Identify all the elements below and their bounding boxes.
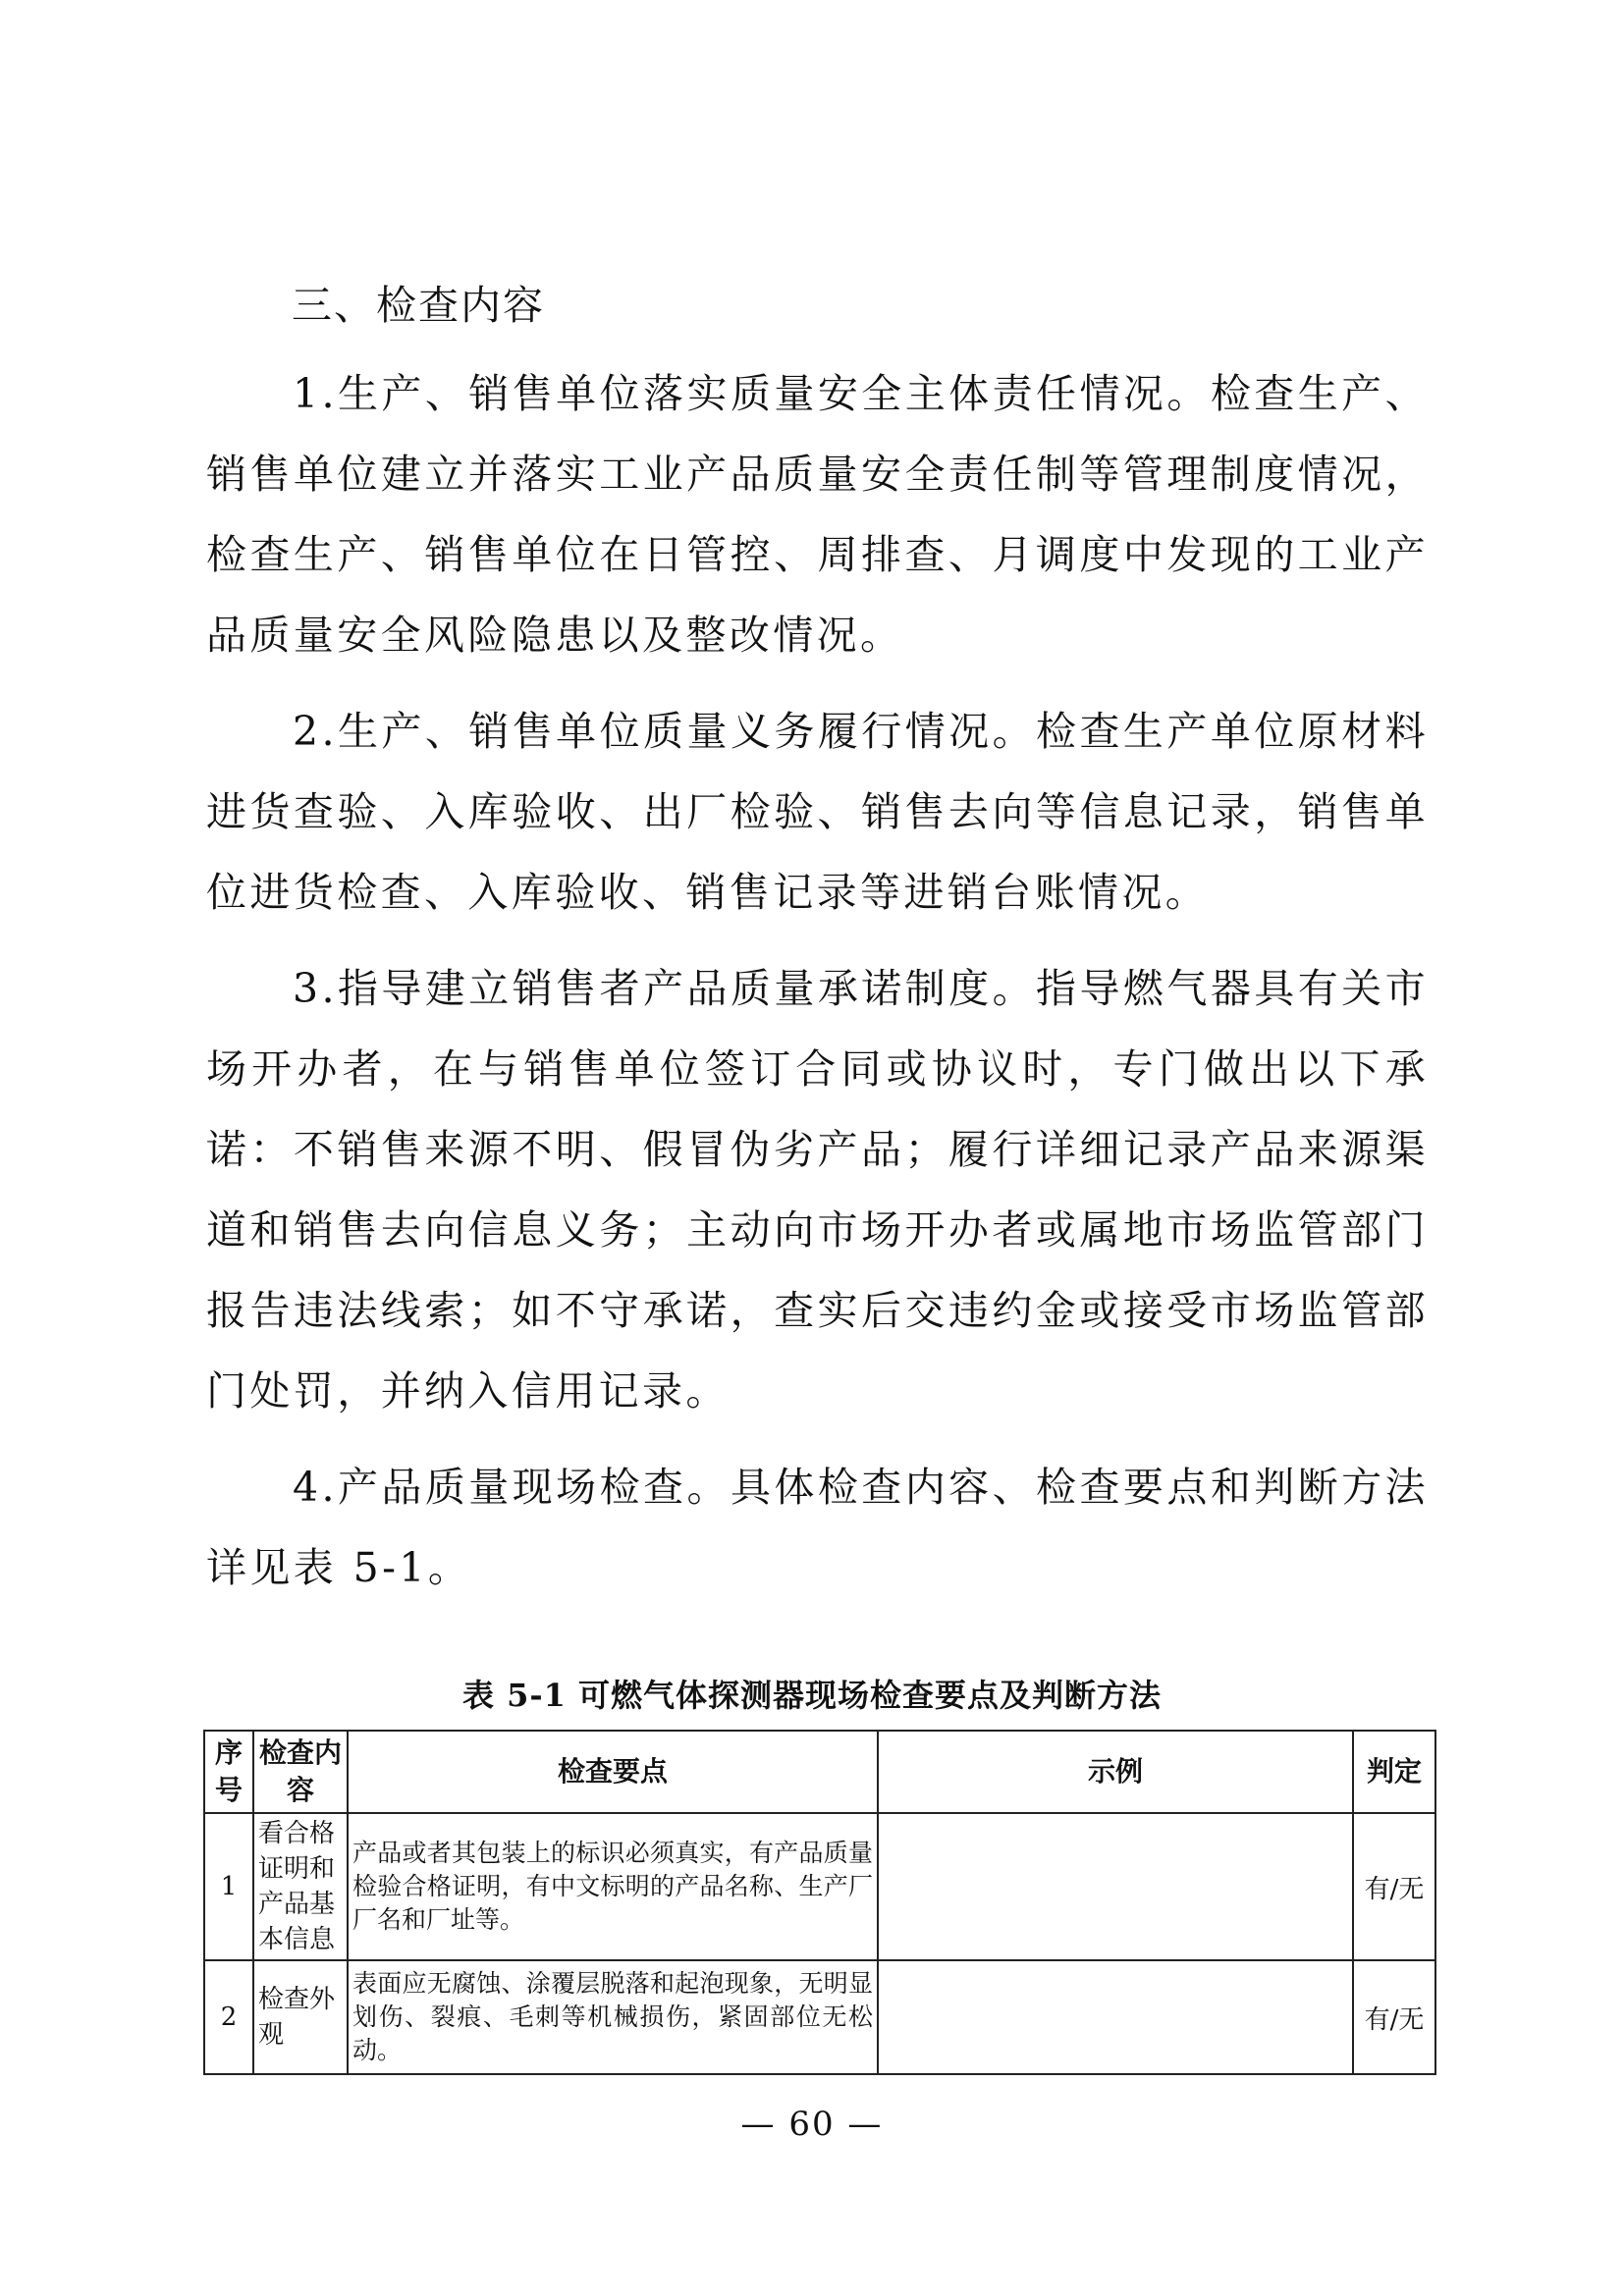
header-point: 检查要点 <box>348 1731 878 1813</box>
row-point: 表面应无腐蚀、涂覆层脱落和起泡现象，无明显划伤、裂痕、毛刺等机械损伤，紧固部位无松动。 <box>348 1960 878 2074</box>
paragraph-4: 4.产品质量现场检查。具体检查内容、检查要点和判断方法详见表 5-1。 <box>206 1464 1429 1591</box>
row-example <box>878 1813 1353 1960</box>
table-row <box>204 1813 1435 1960</box>
inspection-table <box>203 1730 1436 2075</box>
row-item: 看合格证明和产品基本信息 <box>253 1813 348 1960</box>
header-no: 序号 <box>204 1731 253 1813</box>
paragraph-1: 1.生产、销售单位落实质量安全主体责任情况。检查生产、销售单位建立并落实工业产品质量安全责任制等管理制度情况，检查生产、销售单位在日管控、周排查、月调度中发现的工业产品质量安全风险隐患以及整改情况。 <box>206 370 1429 659</box>
row-item: 检查外观 <box>253 1960 348 2074</box>
table-row <box>204 1960 1435 2074</box>
page-number: — 60 — <box>740 2105 884 2144</box>
row-no: 2 <box>204 1960 253 2074</box>
row-example <box>878 1960 1353 2074</box>
table-title: 表 5-1 可燃气体探测器现场检查要点及判断方法 <box>461 1677 1163 1714</box>
table-header-row <box>204 1731 1435 1813</box>
row-point: 产品或者其包装上的标识必须真实，有产品质量检验合格证明，有中文标明的产品名称、生产厂厂名和厂址等。 <box>348 1813 878 1960</box>
section-heading: 三、检查内容 <box>292 282 545 329</box>
header-judge: 判定 <box>1353 1731 1435 1813</box>
paragraph-2: 2.生产、销售单位质量义务履行情况。检查生产单位原材料进货查验、入库验收、出厂检验、销售去向等信息记录，销售单位进货检查、入库验收、销售记录等进销台账情况。 <box>206 708 1429 916</box>
row-judge: 有/无 <box>1353 1813 1435 1960</box>
row-judge: 有/无 <box>1353 1960 1435 2074</box>
header-example: 示例 <box>878 1731 1353 1813</box>
header-item: 检查内容 <box>253 1731 348 1813</box>
paragraph-3: 3.指导建立销售者产品质量承诺制度。指导燃气器具有关市场开办者，在与销售单位签订合同或协议时，专门做出以下承诺：不销售来源不明、假冒伪劣产品；履行详细记录产品来源渠道和销售去向信息义务；主动向市场开办者或属地市场监管部门报告违法线索；如不守承诺，查实后交违约金或接受市场监管部门处罚，并纳入信用记录。 <box>206 965 1429 1415</box>
row-no: 1 <box>204 1813 253 1960</box>
